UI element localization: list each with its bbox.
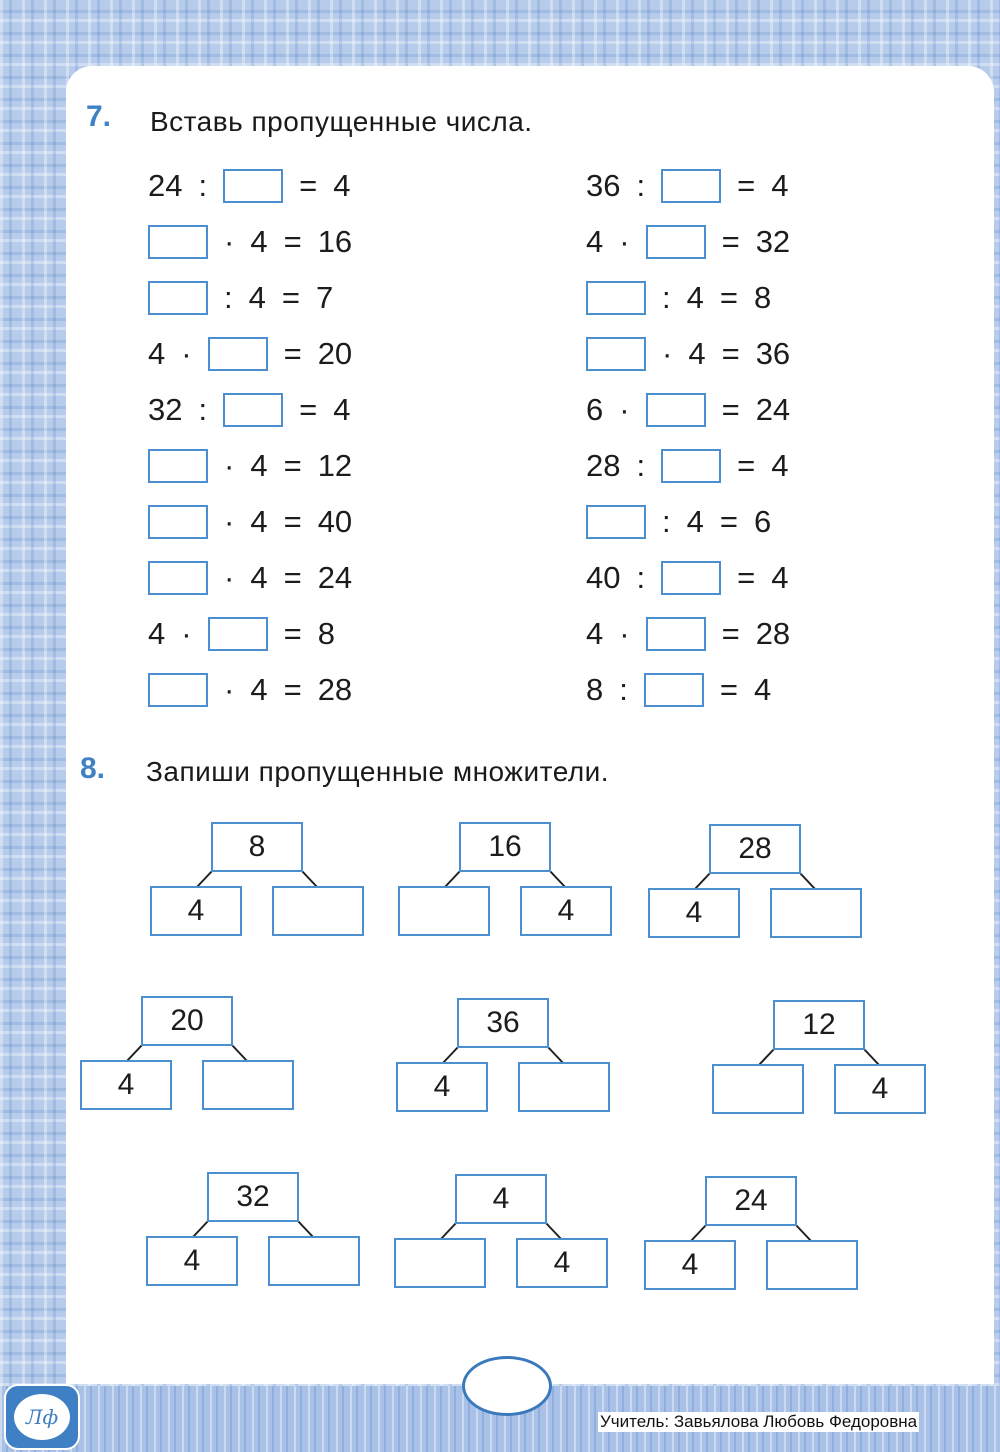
task-8-title: Запиши пропущенные множители. — [146, 756, 610, 787]
equation-term: 40 — [317, 504, 353, 539]
answer-box[interactable] — [586, 281, 646, 315]
equation — [148, 390, 350, 430]
equation-term: · — [224, 504, 235, 539]
equation-term: · — [619, 392, 630, 427]
equation-term: 20 — [317, 336, 353, 371]
equation-term: = — [283, 560, 302, 595]
equation — [148, 334, 352, 374]
answer-box[interactable] — [148, 225, 208, 259]
equation-term: = — [721, 392, 740, 427]
equation-term: = — [737, 560, 756, 595]
equation-term: 16 — [317, 224, 353, 259]
equation-term: 4 — [686, 280, 704, 315]
equation-term: 12 — [317, 448, 353, 483]
factor-box-left: 4 — [150, 886, 242, 936]
task-7-number: 7. — [86, 100, 112, 133]
product-box: 32 — [207, 1172, 299, 1222]
factor-box-left: 4 — [80, 1060, 172, 1110]
equation — [148, 502, 352, 542]
equation-term: 8 — [753, 280, 772, 315]
equation-term: = — [719, 504, 738, 539]
equation — [586, 614, 790, 654]
factor-box-right: 4 — [516, 1238, 608, 1288]
publisher-logo — [4, 1384, 80, 1450]
answer-box[interactable] — [661, 169, 721, 203]
answer-box[interactable] — [646, 225, 706, 259]
factor-tree — [396, 998, 610, 1114]
equation — [586, 502, 771, 542]
answer-box[interactable] — [223, 169, 283, 203]
equation-term: : — [662, 504, 671, 539]
equation-term: 28 — [755, 616, 791, 651]
equation-term: = — [721, 616, 740, 651]
equation-term: = — [283, 616, 302, 651]
equation-term: 6 — [753, 504, 772, 539]
equation-term: 4 — [250, 448, 268, 483]
equation-term: 4 — [686, 504, 704, 539]
equation-term: : — [224, 280, 233, 315]
factor-tree — [648, 824, 862, 940]
factor-box-right: 4 — [520, 886, 612, 936]
factor-box-left: 4 — [648, 888, 740, 938]
equation — [586, 278, 771, 318]
equation-term: = — [299, 168, 318, 203]
equation-term: = — [283, 504, 302, 539]
factor-tree — [150, 822, 364, 938]
answer-box[interactable] — [148, 561, 208, 595]
equation-term: 28 — [586, 448, 621, 483]
equation-term: = — [299, 392, 318, 427]
equation-term: 4 — [586, 224, 604, 259]
equation-term: 4 — [688, 336, 706, 371]
task-7-title: Вставь пропущенные числа. — [150, 106, 533, 137]
equation-term: · — [224, 224, 235, 259]
equation-term: 4 — [148, 616, 166, 651]
factor-box-right: 4 — [834, 1064, 926, 1114]
factor-box-right[interactable] — [766, 1240, 858, 1290]
equation-term: 32 — [148, 392, 183, 427]
equation-term: 36 — [755, 336, 791, 371]
product-box: 28 — [709, 824, 801, 874]
equation — [148, 222, 352, 262]
answer-box[interactable] — [661, 449, 721, 483]
equation-term: 4 — [333, 168, 351, 203]
task-8-number: 8. — [80, 752, 106, 785]
equation-term: · — [181, 336, 192, 371]
equation-term: 28 — [317, 672, 353, 707]
equation-term: = — [737, 168, 756, 203]
factor-box-left: 4 — [396, 1062, 488, 1112]
equation-term: 40 — [586, 560, 621, 595]
equation-term: 4 — [250, 672, 268, 707]
factor-box-right[interactable] — [268, 1236, 360, 1286]
answer-box[interactable] — [223, 393, 283, 427]
equation-term: = — [283, 448, 302, 483]
equation — [148, 278, 333, 318]
answer-box[interactable] — [148, 281, 208, 315]
equation-term: 4 — [586, 616, 604, 651]
answer-box[interactable] — [646, 617, 706, 651]
factor-box-left: 4 — [146, 1236, 238, 1286]
equation-term: 32 — [755, 224, 791, 259]
answer-box[interactable] — [148, 505, 208, 539]
product-box: 4 — [455, 1174, 547, 1224]
equation — [586, 334, 790, 374]
factor-tree — [394, 1174, 608, 1290]
answer-box[interactable] — [148, 673, 208, 707]
product-box: 36 — [457, 998, 549, 1048]
equation-term: : — [636, 448, 646, 483]
equation-term: 24 — [755, 392, 791, 427]
answer-box[interactable] — [148, 449, 208, 483]
factor-box-left[interactable] — [394, 1238, 486, 1288]
answer-box[interactable] — [208, 337, 268, 371]
equation-term: 4 — [250, 224, 268, 259]
equation-term: = — [283, 672, 302, 707]
product-box: 12 — [773, 1000, 865, 1050]
answer-box[interactable] — [586, 505, 646, 539]
teacher-credit: Учитель: Завьялова Любовь Федоровна — [600, 1412, 918, 1431]
answer-box[interactable] — [644, 673, 704, 707]
equation-term: 4 — [771, 560, 789, 595]
equation-term: 36 — [586, 168, 621, 203]
factor-box-left: 4 — [644, 1240, 736, 1290]
equation-term: = — [721, 224, 740, 259]
factor-box-right[interactable] — [770, 888, 862, 938]
equation-term: 4 — [248, 280, 266, 315]
equation-term: 8 — [317, 616, 335, 651]
equation-term: = — [737, 448, 756, 483]
equation-term: · — [224, 672, 235, 707]
factor-box-right[interactable] — [202, 1060, 294, 1110]
equation-term: = — [721, 336, 740, 371]
page-number-oval — [462, 1356, 552, 1416]
equation — [586, 166, 788, 206]
equation-term: = — [283, 336, 302, 371]
equation-term: 4 — [250, 560, 268, 595]
equation-term: 4 — [771, 168, 789, 203]
equation-term: : — [636, 168, 646, 203]
factor-tree — [712, 1000, 926, 1116]
product-box: 16 — [459, 822, 551, 872]
answer-box[interactable] — [586, 337, 646, 371]
equation — [586, 670, 771, 710]
equation-term: 8 — [586, 672, 604, 707]
equation-term: 24 — [317, 560, 353, 595]
equation — [586, 390, 790, 430]
equation-term: = — [719, 280, 738, 315]
equation-term: 4 — [333, 392, 351, 427]
logo-mark: Лф — [14, 1394, 70, 1440]
equation-term: : — [619, 672, 628, 707]
equation — [148, 670, 352, 710]
equation-term: : — [198, 392, 208, 427]
equation-term: : — [662, 280, 671, 315]
equation-term: = — [719, 672, 738, 707]
equation-term: : — [636, 560, 646, 595]
product-box: 8 — [211, 822, 303, 872]
equation — [148, 166, 350, 206]
answer-box[interactable] — [646, 393, 706, 427]
factor-box-right[interactable] — [272, 886, 364, 936]
product-box: 20 — [141, 996, 233, 1046]
equation — [586, 222, 790, 262]
answer-box[interactable] — [208, 617, 268, 651]
equation-term: = — [281, 280, 300, 315]
equation-term: 4 — [148, 336, 166, 371]
factor-tree — [146, 1172, 360, 1288]
equation-term: 4 — [753, 672, 772, 707]
equation — [586, 558, 788, 598]
equation — [148, 614, 335, 654]
factor-tree — [80, 996, 294, 1112]
factor-box-left[interactable] — [398, 886, 490, 936]
equation — [586, 446, 788, 486]
equation — [148, 446, 352, 486]
equation — [148, 558, 352, 598]
factor-tree — [398, 822, 612, 938]
equation-term: : — [198, 168, 208, 203]
equation-term: 4 — [771, 448, 789, 483]
factor-box-right[interactable] — [518, 1062, 610, 1112]
equation-term: 4 — [250, 504, 268, 539]
answer-box[interactable] — [661, 561, 721, 595]
equation-term: · — [619, 224, 630, 259]
equation-term: · — [224, 448, 235, 483]
equation-term: · — [662, 336, 673, 371]
equation-term: · — [181, 616, 192, 651]
equation-term: · — [619, 616, 630, 651]
factor-tree — [644, 1176, 858, 1292]
equation-term: 7 — [315, 280, 334, 315]
equation-term: 24 — [148, 168, 183, 203]
equation-term: · — [224, 560, 235, 595]
factor-box-left[interactable] — [712, 1064, 804, 1114]
equation-term: = — [283, 224, 302, 259]
equation-term: 6 — [586, 392, 604, 427]
product-box: 24 — [705, 1176, 797, 1226]
